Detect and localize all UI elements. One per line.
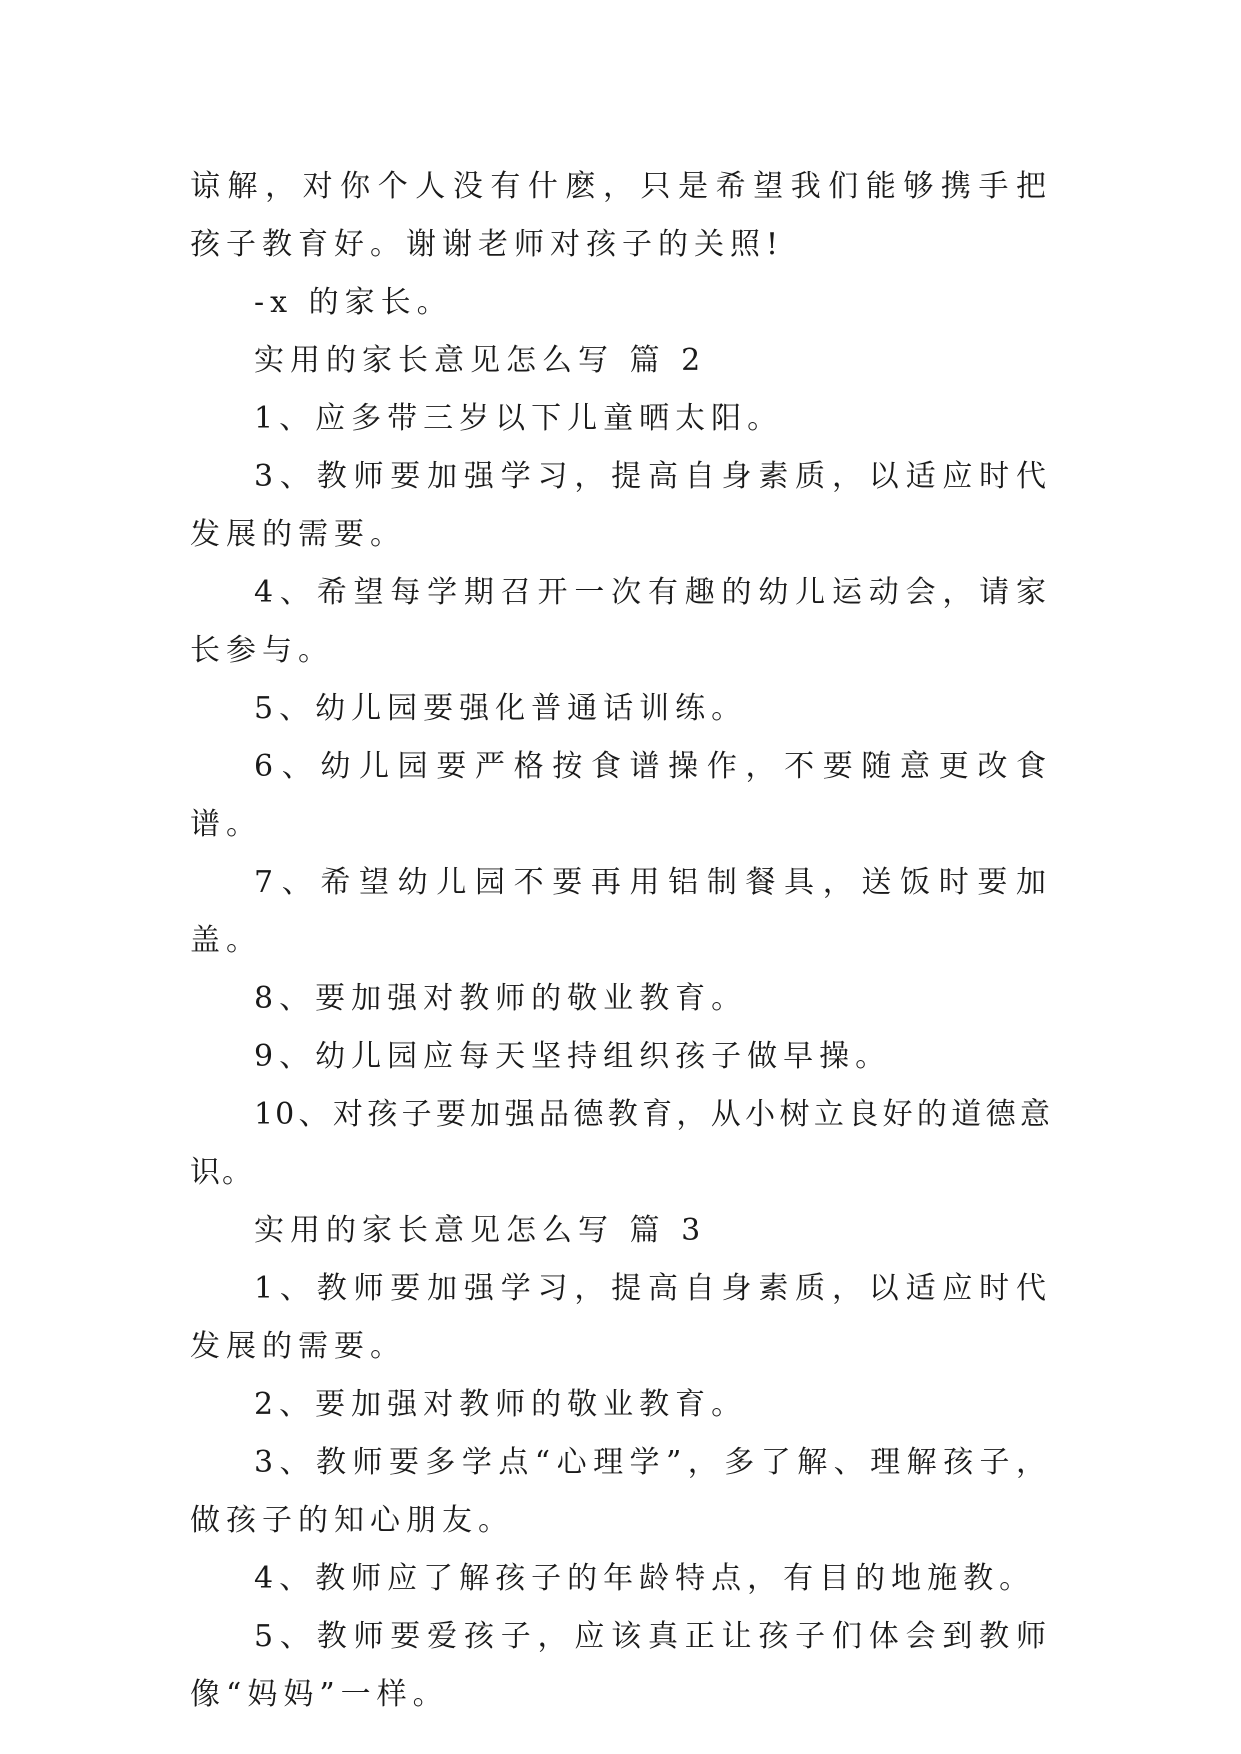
list-item: 3、教师要多学点“心理学”，多了解、理解孩子，做孩子的知心朋友。 [190, 1445, 1052, 1538]
list-item: 3、教师要加强学习，提高自身素质，以适应时代发展的需要。 [190, 459, 1052, 552]
paragraph: 谅解，对你个人没有什麽，只是希望我们能够携手把孩子教育好。谢谢老师对孩子的关照! [190, 169, 1052, 262]
signature-line: -x 的家长。 [254, 285, 453, 320]
list-item: 1、应多带三岁以下儿童晒太阳。 [254, 401, 784, 436]
list-item: 5、幼儿园要强化普通话训练。 [254, 691, 748, 726]
list-item: 10、对孩子要加强品德教育，从小树立良好的道德意识。 [190, 1097, 1052, 1190]
list-item: 4、希望每学期召开一次有趣的幼儿运动会，请家长参与。 [190, 575, 1052, 668]
list-item: 5、教师要爱孩子，应该真正让孩子们体会到教师像“妈妈”一样。 [190, 1619, 1052, 1712]
section-heading: 实用的家长意见怎么写 篇 2 [254, 343, 707, 378]
list-item: 6、幼儿园要严格按食谱操作，不要随意更改食谱。 [190, 749, 1052, 842]
list-item: 2、要加强对教师的敬业教育。 [254, 1387, 748, 1422]
list-item: 4、教师应了解孩子的年龄特点，有目的地施教。 [254, 1561, 1036, 1596]
section-heading: 实用的家长意见怎么写 篇 3 [254, 1213, 707, 1248]
document-body [190, 158, 1052, 1724]
list-item: 8、要加强对教师的敬业教育。 [254, 981, 748, 1016]
list-item: 9、幼儿园应每天坚持组织孩子做早操。 [254, 1039, 892, 1074]
list-item: 1、教师要加强学习，提高自身素质，以适应时代发展的需要。 [190, 1271, 1052, 1364]
list-item: 7、希望幼儿园不要再用铝制餐具，送饭时要加盖。 [190, 865, 1052, 958]
